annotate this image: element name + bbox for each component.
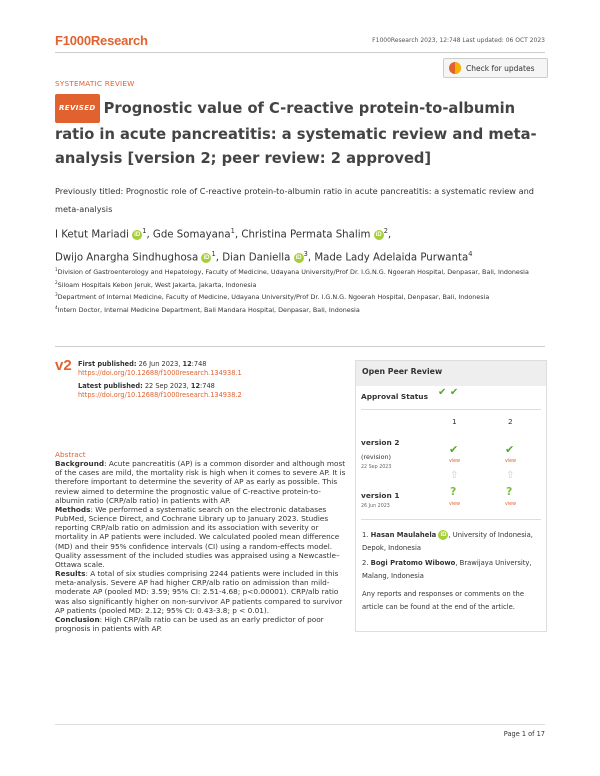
abstract-methods bbox=[55, 505, 347, 569]
abstract-conclusion bbox=[55, 615, 347, 633]
author-affiliation-number: 1 bbox=[211, 249, 216, 258]
author-affiliation-number: 3 bbox=[303, 249, 308, 258]
check-for-updates-label: Check for updates bbox=[466, 63, 535, 73]
title-text: Prognostic value of C-reactive protein-to-albumin ratio in acute pancreatitis: a systematic review and meta-analysis [version 2; peer review: 2 approved] bbox=[55, 100, 537, 167]
approved-icon: ✔ bbox=[449, 443, 459, 456]
author-list bbox=[55, 222, 550, 268]
peer-review-title: Open Peer Review bbox=[356, 361, 546, 386]
first-doi-link[interactable]: https://doi.org/10.12688/f1000research.134938.1 bbox=[78, 369, 242, 378]
author-separator: , bbox=[307, 252, 315, 264]
author[interactable]: Christina Permata Shalim bbox=[241, 229, 371, 241]
crossmark-icon bbox=[449, 62, 461, 74]
reviewer-institution: , Brawijaya University, Malang, Indonesia bbox=[362, 559, 532, 580]
author[interactable]: Made Lady Adelaida Purwanta bbox=[314, 252, 469, 264]
first-published-volume: 12 bbox=[182, 360, 192, 368]
first-published-page: :748 bbox=[191, 360, 207, 368]
author[interactable]: Gde Somayana bbox=[152, 229, 231, 241]
orcid-icon[interactable]: iD bbox=[203, 255, 210, 262]
affiliation-number: 3 bbox=[55, 292, 58, 298]
affiliation bbox=[55, 278, 550, 291]
reviewer-name[interactable]: Bogi Pratomo Wibowo bbox=[370, 559, 456, 567]
approval-status-label: Approval Status bbox=[361, 392, 428, 401]
author-affiliation-number: 2 bbox=[383, 227, 388, 235]
header-divider bbox=[55, 52, 545, 53]
journal-logo[interactable]: F1000Research bbox=[55, 33, 148, 48]
view-report-link[interactable]: view bbox=[449, 502, 461, 507]
affiliation-number: 2 bbox=[55, 279, 58, 285]
author[interactable]: Dian Daniella bbox=[222, 252, 291, 264]
methods-heading: Methods bbox=[55, 504, 91, 514]
results-heading: Results bbox=[55, 569, 86, 579]
affiliation-number: 1 bbox=[55, 267, 58, 272]
abstract bbox=[55, 450, 347, 633]
reviewer-name[interactable]: Hasan Maulahela bbox=[370, 531, 437, 539]
version-2-label: version 2 bbox=[361, 438, 400, 447]
article-meta-header: F1000Research 2023, 12:748 Last updated: 06 OCT 2023 bbox=[372, 37, 545, 44]
version-2-sub: (revision) bbox=[361, 453, 392, 461]
version-1-label: version 1 bbox=[361, 491, 400, 500]
question-icon: ? bbox=[450, 485, 457, 498]
author-separator: , bbox=[146, 229, 153, 241]
author-affiliation-number: 1 bbox=[230, 227, 235, 235]
page-number: Page 1 of 17 bbox=[503, 730, 545, 738]
conclusion-heading: Conclusion bbox=[55, 614, 100, 624]
status-divider bbox=[361, 409, 541, 410]
versions-divider bbox=[361, 519, 541, 520]
article-title bbox=[55, 94, 550, 172]
view-report-link[interactable]: view bbox=[449, 459, 461, 464]
author[interactable]: I Ketut Mariadi bbox=[55, 229, 129, 241]
results-text: : A total of six studies comprising 2244 patients were included in this meta-analysis. Severe AP had higher CRP/alb ratio on admission than mild-moderate AP (pooled MD: 3.59; 95% CI: 2.51-4.68; p<0.00001). CRP/alb ratio was also significantly higher on non-survivor AP patients compared to survivor AP patients (pooled MD: 2.12; 95% CI: 0.43-3.8; p < 0.01). bbox=[55, 569, 343, 615]
affiliation bbox=[55, 265, 550, 278]
reviewer-number: 1. bbox=[362, 531, 369, 539]
author-separator: , bbox=[387, 229, 392, 241]
reviewer-col-1: 1 bbox=[452, 417, 457, 426]
latest-published-volume: 12 bbox=[190, 381, 201, 390]
reviewer-col-2: 2 bbox=[508, 417, 513, 426]
first-published-date: 26 Jun 2023, bbox=[138, 360, 181, 368]
affiliation-number: 4 bbox=[55, 305, 58, 311]
background-heading: Background bbox=[55, 459, 105, 469]
version-label: v2 bbox=[55, 357, 72, 374]
abstract-results bbox=[55, 569, 347, 615]
article-type-label: SYSTEMATIC REVIEW bbox=[55, 79, 135, 88]
latest-published-label: Latest published: bbox=[78, 381, 143, 390]
up-arrow-icon: ⇧ bbox=[450, 470, 459, 481]
latest-published-date: 22 Sep 2023, bbox=[144, 381, 189, 390]
conclusion-text: : High CRP/alb ratio can be used as an early predictor of poor prognosis in patients with AP. bbox=[55, 614, 324, 633]
footer-divider bbox=[55, 724, 545, 725]
approval-status-checks: ✔ ✔ bbox=[438, 387, 459, 398]
affiliation-text: Department of Internal Medicine, Faculty of Medicine, Udayana University/Prof Dr. I.G.N.G. Ngoerah Hospital, Denpasar, Bali, Indonesia bbox=[57, 293, 490, 302]
orcid-icon[interactable]: iD bbox=[375, 232, 382, 239]
up-arrow-icon: ⇧ bbox=[506, 470, 515, 481]
previous-title: Previously titled: Prognostic role of C-reactive protein-to-albumin ratio in acute pancreatitis: a systematic review and meta-analysis bbox=[55, 186, 534, 214]
check-for-updates-button[interactable] bbox=[443, 58, 548, 78]
affiliation bbox=[55, 303, 550, 316]
latest-published-page: :748 bbox=[200, 381, 215, 390]
version-2-date: 22 Sep 2023 bbox=[361, 465, 392, 470]
background-text: : Acute pancreatitis (AP) is a common disorder and although most of the cases are mild, the mortality risk is high when it comes to severe AP. It is therefore important to determine the severity of AP as early as possible. This review aimed to determine the prognostic value of C-reactive protein-to-albumin ratio (CRP/alb ratio) in patients with AP. bbox=[55, 459, 346, 505]
abstract-heading: Abstract bbox=[55, 450, 86, 459]
affiliation-text: Division of Gastroenterology and Hepatology, Faculty of Medicine, Udayana University/Prof Dr. I.G.N.G. Ngoerah Hospital, Denpasar, Bali, Indonesia bbox=[57, 268, 529, 277]
question-icon: ? bbox=[506, 485, 513, 498]
publication-info bbox=[78, 360, 348, 400]
orcid-icon[interactable]: iD bbox=[295, 255, 302, 262]
section-divider bbox=[55, 346, 545, 347]
author-separator: , bbox=[215, 252, 223, 264]
affiliation-text: Intern Doctor, Internal Medicine Department, Bali Mandara Hospital, Denpasar, Bali, Indonesia bbox=[57, 306, 360, 315]
affiliations bbox=[55, 265, 550, 316]
view-report-link[interactable]: view bbox=[505, 502, 517, 507]
author-separator: , bbox=[234, 229, 242, 241]
affiliation bbox=[55, 290, 550, 303]
version-1-date: 26 Jun 2023 bbox=[361, 504, 390, 509]
open-peer-review-panel bbox=[355, 360, 547, 632]
first-published-label: First published: bbox=[78, 360, 137, 368]
author-affiliation-number: 1 bbox=[142, 227, 147, 235]
reviewer-item bbox=[362, 557, 542, 582]
reviewer-list bbox=[362, 529, 542, 613]
methods-text: : We performed a systematic search on the electronic databases PubMed, Science Direct, and Cochrane Library up to January 2023. Studies reporting CRP/alb ratio on admission and its association with severity or mortality in AP patients were included. We calculated pooled mean difference (MD) and their 95% confidence intervals (CI) using a random-effects model. Quality assessment of the included studies was appraised using a Newcastle–Ottawa scale. bbox=[55, 504, 340, 569]
approved-icon: ✔ bbox=[505, 443, 515, 456]
affiliation-text: Siloam Hospitals Kebon Jeruk, West Jakarta, Jakarta, Indonesia bbox=[57, 280, 257, 289]
reviewer-number: 2. bbox=[362, 559, 369, 567]
orcid-icon[interactable]: iD bbox=[134, 232, 141, 239]
orcid-icon[interactable]: iD bbox=[440, 532, 447, 538]
view-report-link[interactable]: view bbox=[505, 459, 517, 464]
abstract-background bbox=[55, 459, 347, 505]
author-affiliation-number: 4 bbox=[468, 249, 473, 258]
author[interactable]: Dwijo Anargha Sindhughosa bbox=[55, 252, 199, 264]
reviewer-institution: , University of Indonesia, Depok, Indonesia bbox=[362, 531, 533, 552]
revised-badge: REVISED bbox=[55, 94, 100, 123]
latest-doi-link[interactable]: https://doi.org/10.12688/f1000research.134938.2 bbox=[78, 390, 242, 399]
reports-note: Any reports and responses or comments on the article can be found at the end of the article. bbox=[362, 590, 525, 611]
reviewer-item bbox=[362, 529, 542, 554]
